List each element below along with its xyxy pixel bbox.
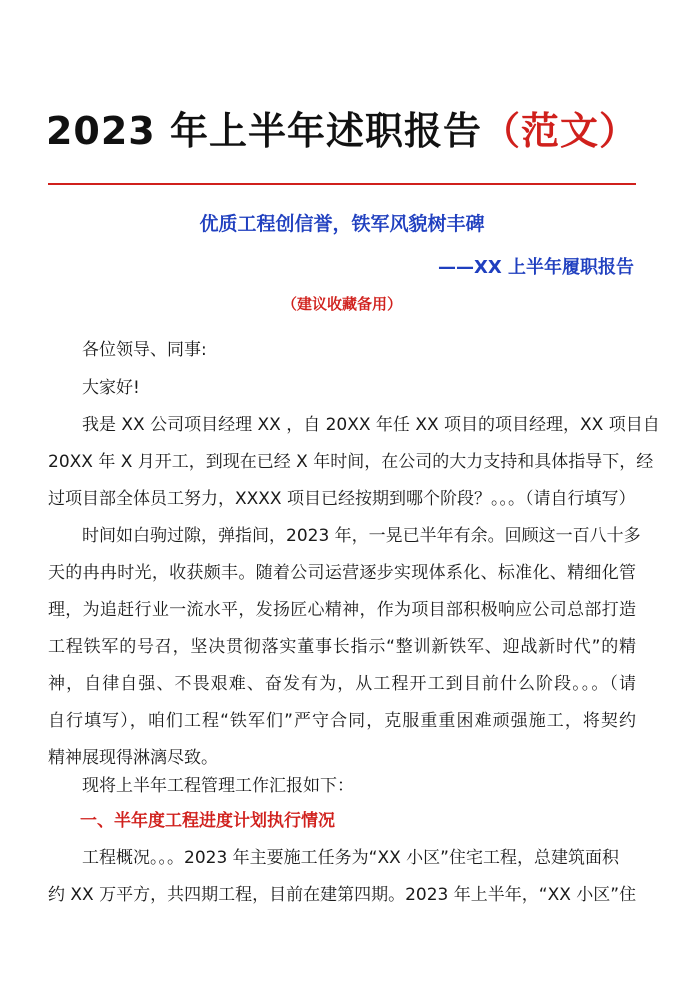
section-1-heading: 一、半年度工程进度计划执行情况 bbox=[80, 811, 335, 831]
paragraph-2-line-7: 精神展现得淋漓尽致。 bbox=[48, 748, 218, 768]
paragraph-2-line-2: 天的冉冉时光，收获颇丰。随着公司运营逐步实现体系化、标准化、精细化管 bbox=[48, 563, 636, 583]
paragraph-2-line-1: 时间如白驹过隙，弹指间，2023 年，一晃已半年有余。回顾这一百八十多 bbox=[82, 526, 641, 546]
hello: 大家好! bbox=[82, 378, 140, 398]
title-main: 2023 年上半年述职报告 bbox=[45, 109, 482, 153]
document-title bbox=[0, 100, 684, 155]
byline: ——XX 上半年履职报告 bbox=[437, 257, 634, 278]
title-divider bbox=[48, 183, 636, 185]
bookmark-note: （建议收藏备用） bbox=[281, 295, 402, 313]
paragraph-3-line-1: 工程概况。。。2023 年主要施工任务为“XX 小区”住宅工程，总建筑面积 bbox=[82, 848, 619, 868]
paragraph-2-line-4: 工程铁军的号召，坚决贯彻落实董事长指示“整训新铁军、迎战新时代”的精 bbox=[48, 637, 636, 657]
paragraph-1-line-2: 20XX 年 X 月开工，到现在已经 X 年时间，在公司的大力支持和具体指导下，经 bbox=[48, 452, 654, 472]
report-intro: 现将上半年工程管理工作汇报如下： bbox=[82, 776, 354, 796]
paragraph-1-line-3: 过项目部全体员工努力，XXXX 项目已经按期到哪个阶段？。。。（请自行填写） bbox=[48, 489, 636, 509]
paragraph-2-line-5: 神，自律自强、不畏艰难、奋发有为，从工程开工到目前什么阶段。。。（请 bbox=[48, 674, 636, 694]
greeting: 各位领导、同事: bbox=[82, 340, 207, 360]
paragraph-3-line-2: 约 XX 万平方，共四期工程，目前在建第四期。2023 年上半年，“XX 小区”住 bbox=[48, 885, 637, 905]
subtitle: 优质工程创信誉，铁军风貌树丰碑 bbox=[199, 213, 485, 235]
paragraph-2-line-6: 自行填写），咱们工程“铁军们”严守合同，克服重重困难顽强施工，将契约 bbox=[48, 711, 636, 731]
paragraph-1-line-1: 我是 XX 公司项目经理 XX ，自 20XX 年任 XX 项目的项目经理，XX 项目自 bbox=[82, 415, 660, 435]
paragraph-2-line-3: 理，为追赶行业一流水平，发扬匠心精神，作为项目部积极响应公司总部打造 bbox=[48, 600, 636, 620]
title-highlight: （范文） bbox=[481, 109, 638, 153]
